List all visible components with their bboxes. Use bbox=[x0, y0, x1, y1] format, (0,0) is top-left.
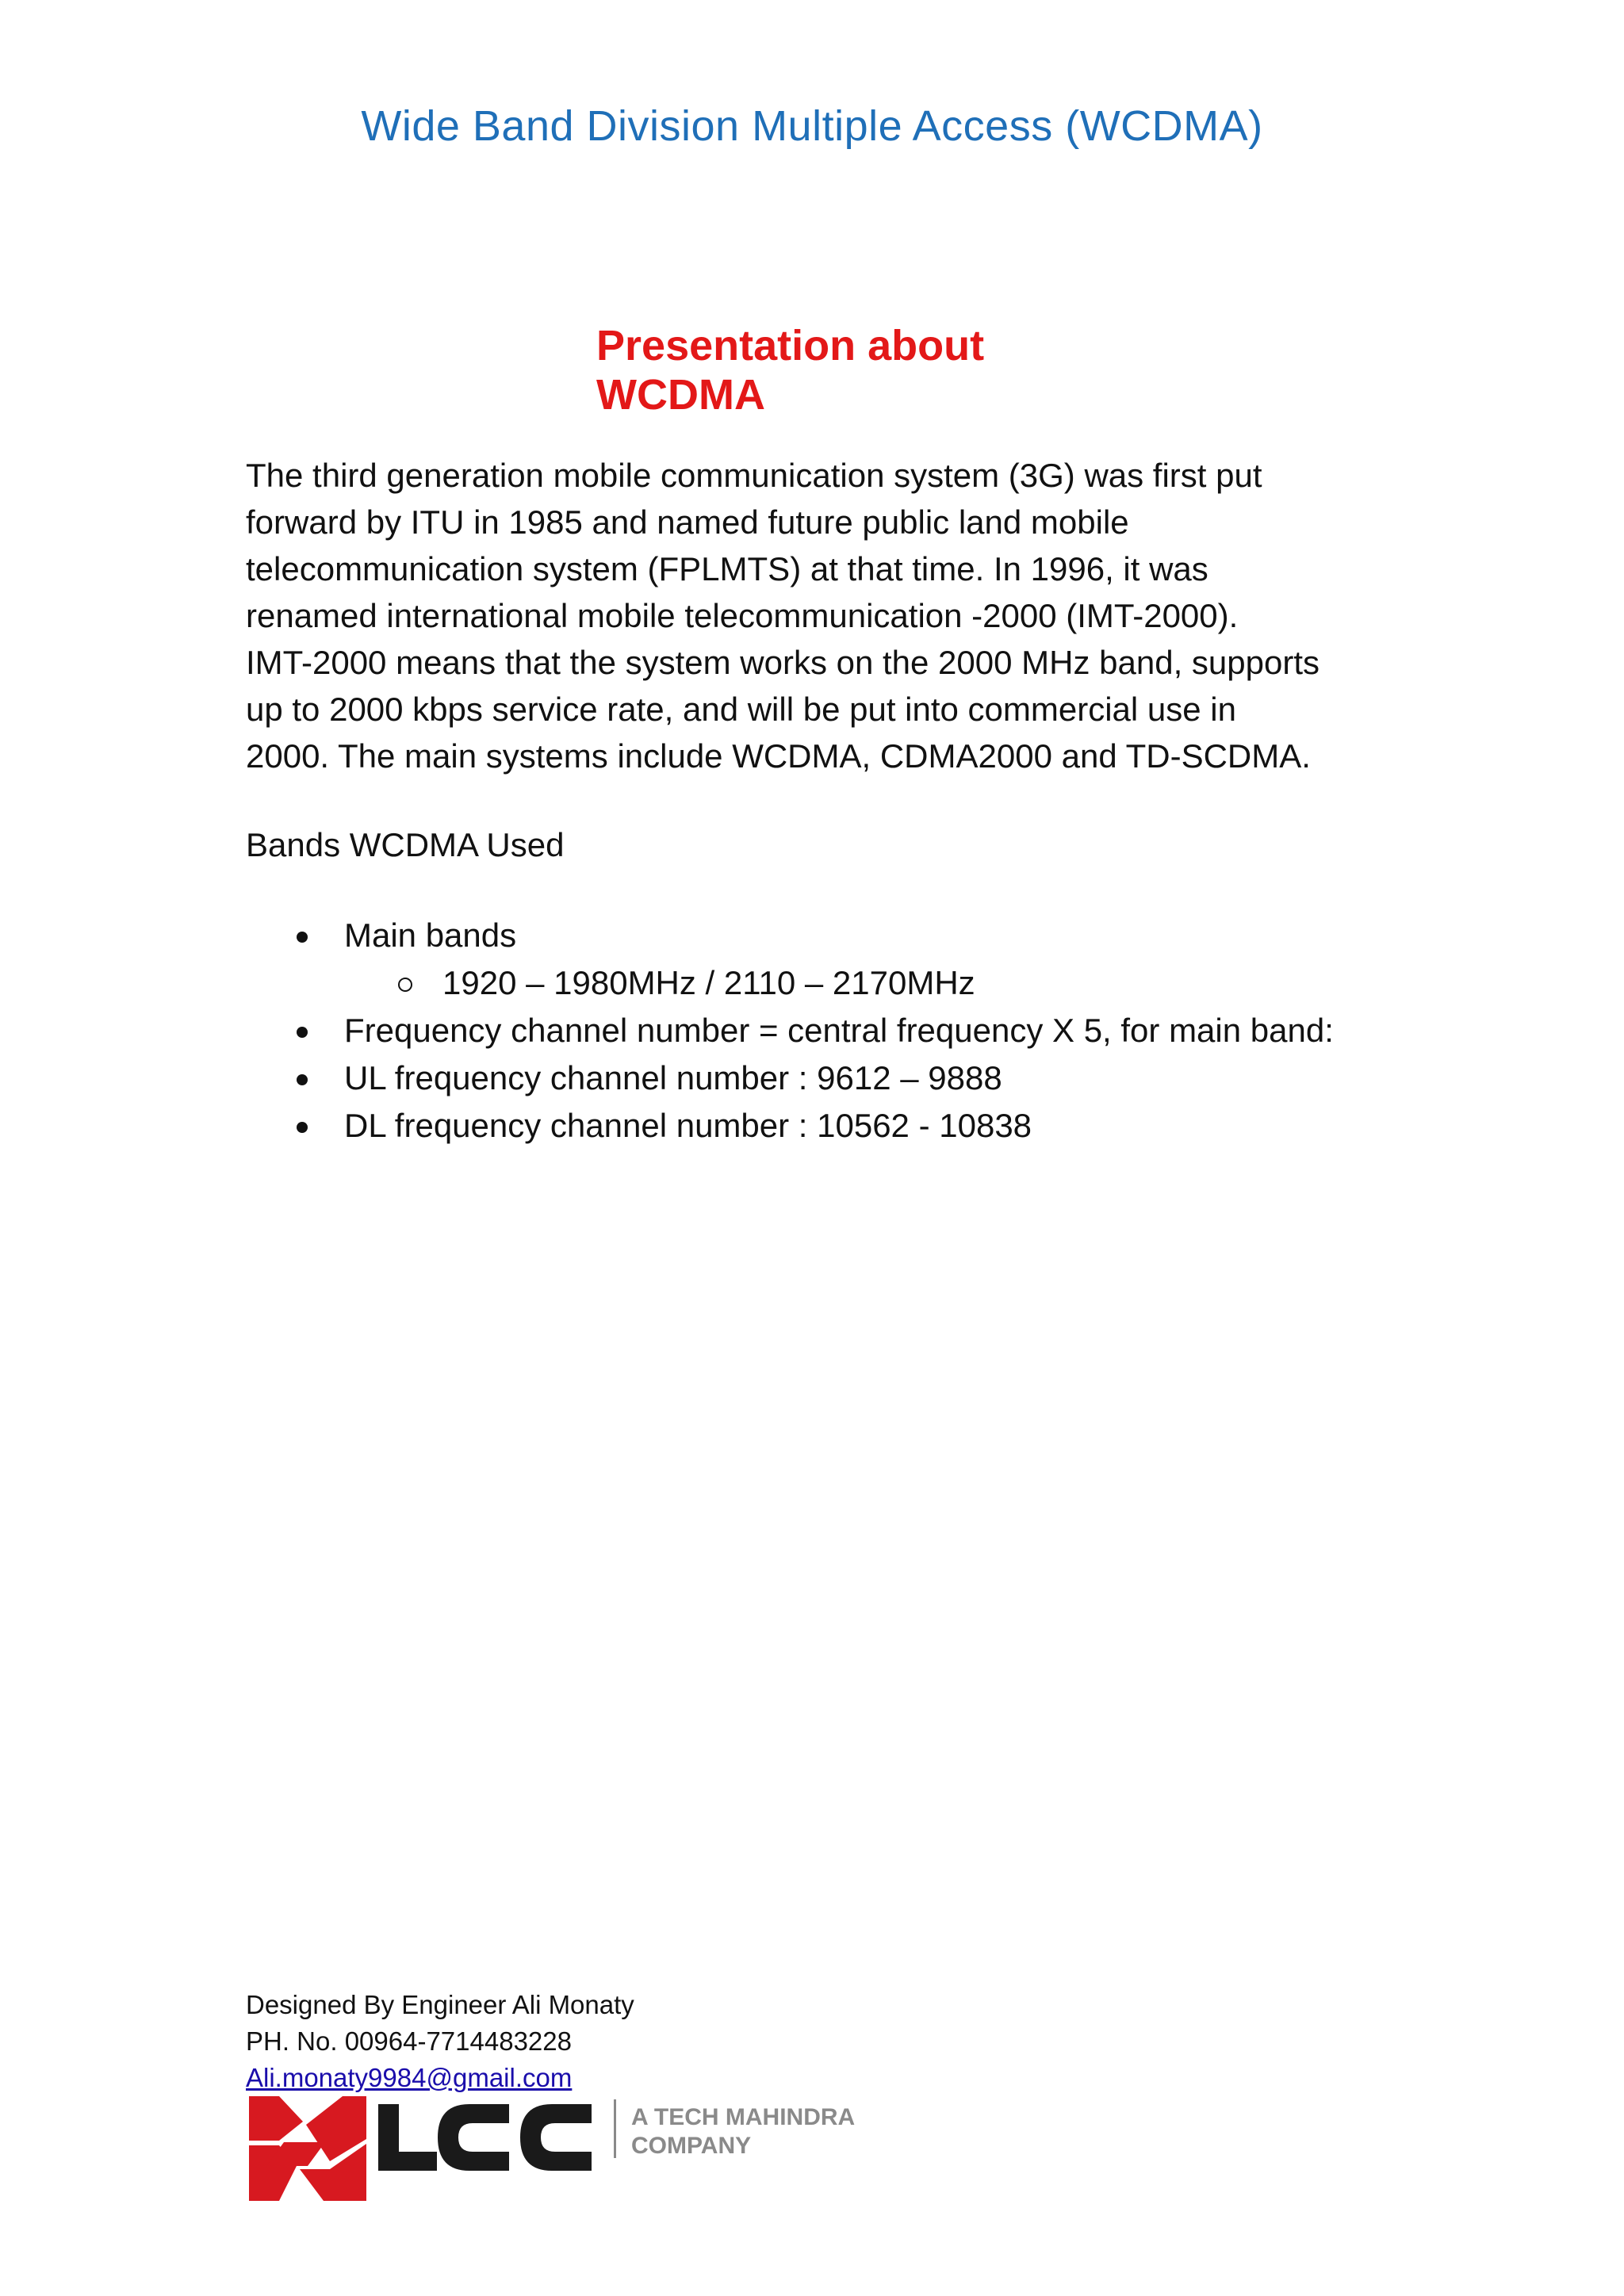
intro-line: forward by ITU in 1985 and named future public land mobile bbox=[246, 503, 1129, 541]
footer-contact bbox=[246, 1987, 634, 2096]
presentation-title: Presentation about WCDMA bbox=[596, 322, 985, 419]
lcc-logo bbox=[247, 2093, 914, 2204]
logo-tagline-line2: COMPANY bbox=[631, 2133, 752, 2159]
sub-list-item: 1920 – 1980MHz / 2110 – 2170MHz bbox=[344, 959, 1356, 1007]
logo-tagline-line1: A TECH MAHINDRA bbox=[631, 2104, 856, 2130]
logo-divider bbox=[614, 2099, 616, 2158]
bands-heading: Bands WCDMA Used bbox=[246, 826, 565, 863]
lcc-wordmark bbox=[378, 2104, 592, 2171]
designer-credit: Designed By Engineer Ali Monaty bbox=[246, 1990, 634, 2019]
lcc-emblem-icon bbox=[249, 2096, 366, 2201]
intro-line: IMT-2000 means that the system works on the 2000 MHz band, supports bbox=[246, 644, 1320, 681]
bands-list bbox=[246, 912, 1356, 1150]
page-header-title: Wide Band Division Multiple Access (WCDMA) bbox=[361, 102, 1263, 150]
list-item: DL frequency channel number : 10562 - 10838 bbox=[246, 1102, 1356, 1150]
intro-line: 2000. The main systems include WCDMA, CDMA2000 and TD-SCDMA. bbox=[246, 737, 1311, 775]
intro-line: telecommunication system (FPLMTS) at that time. In 1996, it was bbox=[246, 550, 1208, 587]
list-item: Frequency channel number = central frequency X 5, for main band: bbox=[246, 1007, 1356, 1054]
lcc-logo-graphic bbox=[247, 2093, 914, 2204]
intro-line: up to 2000 kbps service rate, and will be put into commercial use in bbox=[246, 691, 1236, 728]
intro-paragraph bbox=[246, 452, 1396, 779]
main-bands-label: Main bands bbox=[344, 916, 517, 954]
list-item: UL frequency channel number : 9612 – 9888 bbox=[246, 1054, 1356, 1102]
list-item bbox=[246, 912, 1356, 1007]
intro-line: The third generation mobile communication system (3G) was first put bbox=[246, 457, 1262, 494]
phone-number: PH. No. 00964-7714483228 bbox=[246, 2026, 572, 2056]
email-link[interactable]: Ali.monaty9984@gmail.com bbox=[246, 2063, 573, 2092]
intro-line: renamed international mobile telecommunication -2000 (IMT-2000). bbox=[246, 597, 1239, 634]
sub-list bbox=[344, 959, 1356, 1007]
